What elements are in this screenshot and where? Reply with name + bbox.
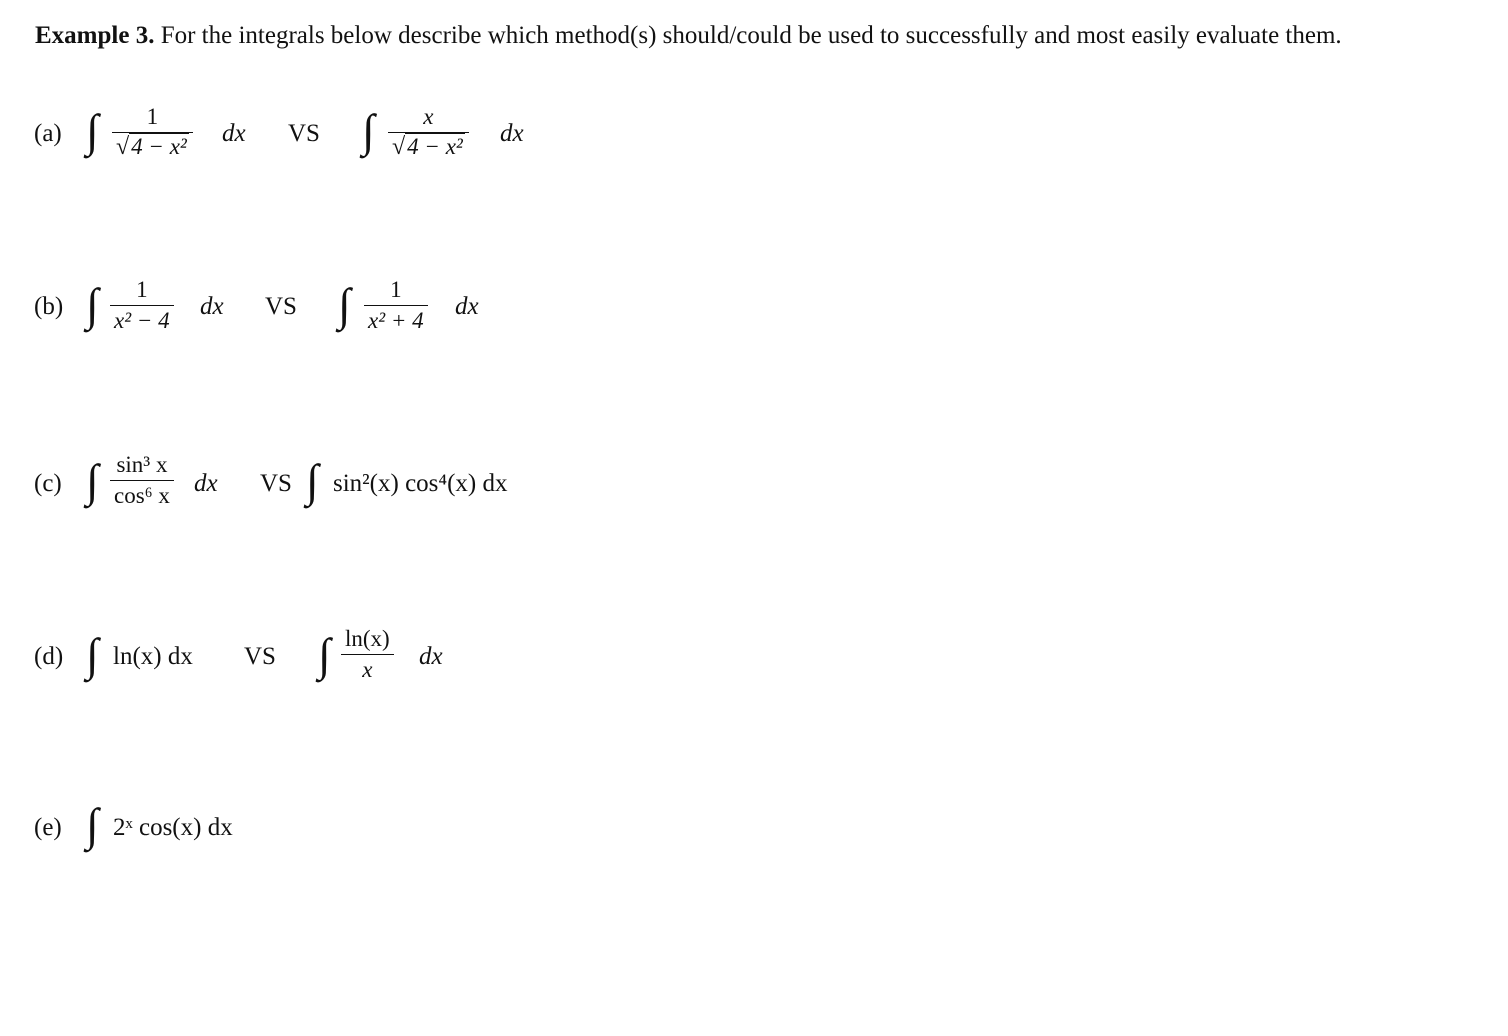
- example-heading: Example 3.: [35, 22, 155, 49]
- part-a-right-fraction: [388, 102, 469, 161]
- part-c-right-integrand: sin²(x) cos⁴(x) dx: [333, 470, 508, 497]
- differential: dx: [194, 470, 218, 497]
- numerator: ln(x): [345, 626, 390, 651]
- problem-statement: [35, 20, 1500, 52]
- part-a-label: (a): [34, 120, 62, 147]
- differential: dx: [419, 643, 443, 670]
- vs-label: VS: [265, 293, 297, 320]
- integral-sign: ∫: [362, 105, 375, 156]
- differential: dx: [455, 293, 479, 320]
- denominator: √ 4 − x²: [116, 134, 187, 161]
- integral-sign: ∫: [306, 455, 319, 506]
- integral-sign: ∫: [86, 105, 99, 156]
- denominator: x: [362, 657, 373, 683]
- numerator: x: [423, 104, 434, 129]
- integral-sign: ∫: [86, 629, 99, 680]
- part-d-left-integrand: ln(x) dx: [113, 643, 193, 670]
- differential: dx: [500, 120, 524, 147]
- vs-label: VS: [260, 470, 292, 497]
- problem-text: For the integrals below describe which method(s) should/could be used to successfully and most easily evaluate them.: [160, 22, 1342, 49]
- part-e-integrand: 2ˣ cos(x) dx: [113, 814, 233, 841]
- part-b-right-fraction: [364, 275, 428, 336]
- differential: dx: [200, 293, 224, 320]
- vs-label: VS: [244, 643, 276, 670]
- part-a-left-fraction: [112, 102, 193, 161]
- part-d-right-fraction: [341, 624, 394, 685]
- numerator: 1: [136, 277, 148, 302]
- part-b-left-fraction: [110, 275, 174, 336]
- vs-label: VS: [288, 120, 320, 147]
- denominator: cos⁶ x: [114, 483, 170, 509]
- numerator: 1: [390, 277, 402, 302]
- denominator: x² + 4: [368, 308, 424, 334]
- integral-sign: ∫: [338, 279, 351, 330]
- part-d-label: (d): [34, 643, 64, 670]
- denominator: x² − 4: [114, 308, 170, 334]
- numerator: sin³ x: [116, 452, 168, 477]
- integral-sign: ∫: [318, 629, 331, 680]
- integral-sign: ∫: [86, 455, 99, 506]
- integral-sign: ∫: [86, 279, 99, 330]
- part-c-label: (c): [34, 470, 62, 497]
- denominator: √ 4 − x²: [392, 134, 463, 161]
- part-b-label: (b): [34, 293, 64, 320]
- numerator: 1: [146, 104, 159, 129]
- part-c-left-fraction: [110, 450, 174, 511]
- integral-sign: ∫: [86, 799, 99, 850]
- differential: dx: [222, 120, 246, 147]
- part-e-label: (e): [34, 814, 62, 841]
